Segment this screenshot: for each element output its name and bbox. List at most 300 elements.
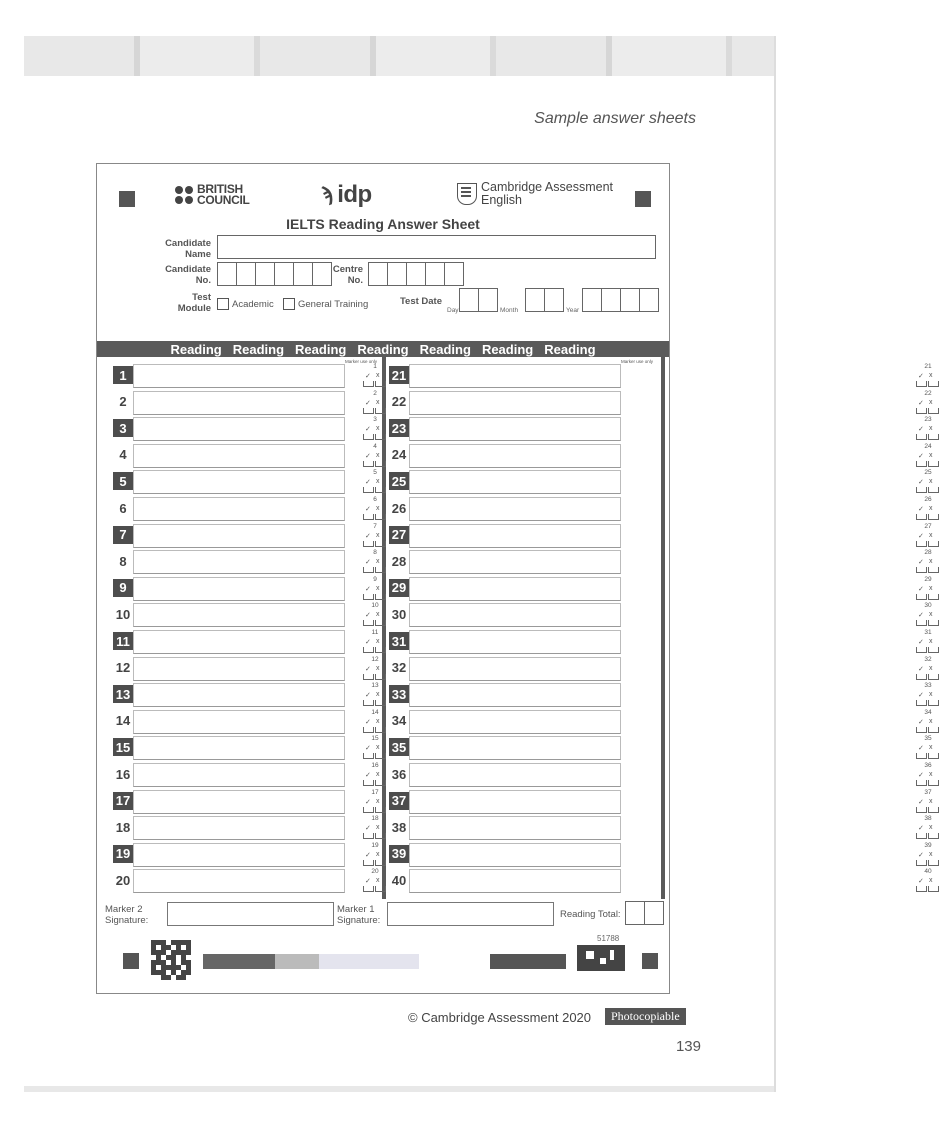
answer-field[interactable]: [133, 603, 345, 627]
question-number: 19: [113, 845, 133, 863]
tick-icon: ✓: [918, 559, 924, 567]
answer-field[interactable]: [409, 444, 621, 468]
answer-row: [113, 842, 390, 866]
marker-box: [913, 443, 943, 469]
general-training-option[interactable]: [283, 298, 368, 310]
answer-row: [113, 682, 390, 706]
cross-icon: x: [929, 505, 933, 512]
question-number: 8: [119, 553, 127, 569]
page-header-title: Sample answer sheets: [534, 110, 696, 127]
answer-field[interactable]: [409, 763, 621, 787]
answer-field[interactable]: [133, 524, 345, 548]
academic-checkbox[interactable]: [217, 298, 229, 310]
cross-icon: x: [376, 797, 380, 805]
cross-mark-box[interactable]: [928, 674, 939, 680]
question-number: 37: [389, 792, 409, 810]
tick-mark-box[interactable]: [363, 833, 374, 839]
marker-box: [913, 602, 943, 628]
logo-text-line: English: [481, 193, 522, 207]
tick-mark-box[interactable]: [363, 594, 374, 600]
answer-field[interactable]: [133, 790, 345, 814]
tick-icon: ✓: [365, 851, 371, 859]
photocopiable-badge: Photocopiable: [605, 1008, 686, 1025]
answer-row: [113, 576, 390, 600]
answer-field[interactable]: [133, 736, 345, 760]
cross-mark-box[interactable]: [375, 594, 386, 600]
question-number: 38: [391, 819, 407, 835]
cross-mark-box[interactable]: [928, 434, 939, 440]
general-training-label: General Training: [298, 298, 369, 310]
cross-icon: x: [929, 478, 933, 486]
cross-icon: x: [376, 744, 380, 752]
reading-band-word: Reading: [170, 341, 222, 357]
tick-mark-box[interactable]: [916, 886, 927, 892]
answer-row: [113, 363, 390, 387]
marker-box: [913, 363, 943, 389]
cross-mark-box[interactable]: [375, 620, 386, 626]
question-number: 28: [391, 553, 407, 569]
marker-question-number: 32: [924, 655, 932, 663]
cross-icon: x: [376, 425, 380, 433]
question-number: 21: [389, 366, 409, 384]
tick-mark-box[interactable]: [363, 780, 374, 786]
question-number: 26: [391, 500, 407, 516]
cross-mark-box[interactable]: [375, 487, 386, 493]
tick-mark-box[interactable]: [363, 647, 374, 653]
candidate-name-field[interactable]: [217, 235, 656, 259]
answer-field[interactable]: [133, 470, 345, 494]
answer-row: [113, 416, 390, 440]
tick-mark-box[interactable]: [916, 753, 927, 759]
month-label: Month: [500, 307, 519, 314]
tick-icon: ✓: [365, 692, 371, 700]
answer-field[interactable]: [409, 524, 621, 548]
marker-question-number: 12: [371, 655, 379, 663]
marker-question-number: 9: [373, 575, 377, 583]
answer-row: [113, 549, 390, 573]
cross-icon: x: [376, 611, 380, 619]
cross-mark-box[interactable]: [375, 780, 386, 786]
answer-field[interactable]: [409, 790, 621, 814]
cross-icon: x: [376, 584, 380, 592]
marker-question-number: 22: [924, 389, 932, 397]
tick-mark-box[interactable]: [363, 541, 374, 547]
answer-field[interactable]: [409, 657, 621, 681]
cross-mark-box[interactable]: [375, 807, 386, 813]
answer-row: [113, 656, 390, 680]
cross-mark-box[interactable]: [928, 594, 939, 600]
reading-band-word: Reading: [295, 341, 347, 357]
idp-figure-icon: ϡ: [321, 183, 334, 206]
tick-icon: ✓: [365, 559, 371, 567]
cross-mark-box[interactable]: [375, 727, 386, 733]
tick-mark-box[interactable]: [363, 434, 374, 440]
tick-mark-box[interactable]: [916, 727, 927, 733]
question-number: 24: [391, 447, 407, 463]
tick-icon: ✓: [918, 878, 924, 886]
cross-mark-box[interactable]: [375, 674, 386, 680]
cross-icon: x: [376, 771, 380, 778]
cross-mark-box[interactable]: [375, 700, 386, 706]
answer-field[interactable]: [133, 710, 345, 734]
cross-mark-box[interactable]: [928, 780, 939, 786]
cross-mark-box[interactable]: [375, 833, 386, 839]
answer-row: [389, 762, 943, 786]
tick-mark-box[interactable]: [363, 487, 374, 493]
answer-row: [389, 602, 943, 626]
marker-question-number: 24: [924, 442, 932, 450]
tick-icon: ✓: [365, 878, 371, 886]
marker-box: [913, 789, 943, 815]
question-number: 29: [389, 579, 409, 597]
cross-icon: x: [929, 451, 933, 459]
registration-mark: [635, 191, 651, 207]
tick-icon: ✓: [918, 692, 924, 700]
logo-text-line: Cambridge Assessment: [481, 180, 614, 194]
cross-icon: x: [929, 691, 933, 699]
answer-field[interactable]: [133, 577, 345, 601]
cross-mark-box[interactable]: [928, 381, 939, 387]
answer-field[interactable]: [409, 603, 621, 627]
answer-row: [389, 523, 943, 547]
tick-icon: ✓: [918, 825, 924, 833]
question-number: 5: [113, 472, 133, 490]
cross-mark-box[interactable]: [375, 514, 386, 520]
answer-field[interactable]: [409, 736, 621, 760]
cross-mark-box[interactable]: [928, 700, 939, 706]
marker-box: [913, 656, 943, 682]
barcode-strip: [203, 954, 275, 969]
marker1-signature-field[interactable]: [387, 902, 554, 926]
marker-box: [913, 549, 943, 575]
month-field[interactable]: [525, 288, 564, 312]
answer-field[interactable]: [133, 497, 345, 521]
answer-field[interactable]: [133, 763, 345, 787]
cross-mark-box[interactable]: [375, 381, 386, 387]
cross-mark-box[interactable]: [928, 514, 939, 520]
answer-field[interactable]: [409, 364, 621, 388]
tick-icon: ✓: [365, 399, 371, 407]
tick-mark-box[interactable]: [363, 620, 374, 626]
question-number: 25: [389, 472, 409, 490]
tick-mark-box[interactable]: [916, 461, 927, 467]
question-number: 12: [115, 660, 131, 676]
tick-icon: ✓: [365, 665, 371, 673]
answer-field[interactable]: [133, 843, 345, 867]
marker-box: [360, 629, 390, 655]
cross-icon: x: [376, 558, 380, 566]
tick-mark-box[interactable]: [363, 461, 374, 467]
answer-field[interactable]: [133, 444, 345, 468]
cross-icon: x: [929, 771, 933, 778]
cross-mark-box[interactable]: [375, 541, 386, 547]
marker-box: [360, 549, 390, 575]
tick-mark-box[interactable]: [916, 381, 927, 387]
tick-mark-box[interactable]: [916, 408, 927, 414]
tick-mark-box[interactable]: [916, 833, 927, 839]
cross-mark-box[interactable]: [375, 461, 386, 467]
answer-field[interactable]: [409, 683, 621, 707]
answer-row: [389, 789, 943, 813]
answer-row: [389, 682, 943, 706]
tick-mark-box[interactable]: [363, 514, 374, 520]
marker-question-number: 25: [924, 469, 932, 477]
centre-no-field[interactable]: [368, 262, 464, 286]
marker-box: [360, 735, 390, 761]
answer-row: [113, 629, 390, 653]
answer-field[interactable]: [133, 657, 345, 681]
cross-mark-box[interactable]: [928, 620, 939, 626]
tick-icon: ✓: [365, 479, 371, 487]
tick-icon: ✓: [918, 452, 924, 460]
marker-box: [360, 709, 390, 735]
marker-box: [913, 469, 943, 495]
tick-mark-box[interactable]: [916, 674, 927, 680]
cross-icon: x: [376, 638, 380, 645]
answer-row: [113, 469, 390, 493]
reading-band-word: Reading: [232, 341, 285, 357]
tick-icon: ✓: [918, 745, 924, 753]
academic-label: Academic: [232, 298, 274, 310]
cross-mark-box[interactable]: [375, 886, 386, 892]
marker-box: [360, 682, 390, 708]
answer-field[interactable]: [133, 417, 345, 441]
cross-mark-box[interactable]: [928, 807, 939, 813]
marker2-signature-field[interactable]: [167, 902, 334, 926]
question-number: 11: [113, 632, 133, 650]
cross-mark-box[interactable]: [928, 727, 939, 733]
barcode-strip: [319, 954, 419, 969]
question-number: 6: [119, 500, 127, 516]
tick-mark-box[interactable]: [916, 780, 927, 786]
marker-question-number: 28: [924, 549, 932, 557]
cross-mark-box[interactable]: [375, 567, 386, 573]
cross-mark-box[interactable]: [928, 487, 939, 493]
cross-icon: x: [376, 717, 380, 725]
marker-box: [913, 523, 943, 549]
tick-mark-box[interactable]: [916, 594, 927, 600]
answer-row: [389, 709, 943, 733]
cross-icon: x: [376, 451, 380, 459]
cross-mark-box[interactable]: [928, 541, 939, 547]
cross-icon: x: [376, 398, 380, 406]
marker-box: [360, 789, 390, 815]
candidate-name-label: Candidate Name: [165, 238, 211, 260]
answer-field[interactable]: [409, 630, 621, 654]
marker-box: [360, 815, 390, 841]
cross-mark-box[interactable]: [928, 753, 939, 759]
cross-mark-box[interactable]: [375, 753, 386, 759]
question-number: 9: [113, 579, 133, 597]
marker-question-number: 16: [371, 762, 379, 769]
marker-question-number: 13: [371, 682, 379, 690]
marker-question-number: 14: [371, 708, 379, 716]
cross-mark-box[interactable]: [375, 647, 386, 653]
answer-field[interactable]: [409, 869, 621, 893]
tick-icon: ✓: [365, 825, 371, 833]
answer-sheet: [96, 163, 933, 994]
tick-icon: ✓: [365, 426, 371, 434]
tick-mark-box[interactable]: [363, 700, 374, 706]
cambridge-shield-icon: [457, 183, 477, 205]
answer-field[interactable]: [409, 816, 621, 840]
marker-question-number: 5: [373, 469, 377, 477]
answer-row: [389, 496, 943, 520]
answer-field[interactable]: [409, 710, 621, 734]
answer-field[interactable]: [133, 364, 345, 388]
cross-mark-box[interactable]: [928, 408, 939, 414]
tick-icon: ✓: [918, 506, 924, 513]
marker-box: [360, 842, 390, 868]
question-number: 27: [389, 526, 409, 544]
cross-icon: x: [376, 531, 380, 539]
cross-icon: x: [929, 664, 933, 672]
answer-field[interactable]: [409, 497, 621, 521]
answer-row: [113, 868, 390, 892]
cross-icon: x: [376, 505, 380, 512]
answer-row: [389, 390, 943, 414]
answer-field[interactable]: [133, 391, 345, 415]
marker-box: [360, 363, 390, 389]
marker-question-number: 10: [371, 602, 379, 610]
tick-mark-box[interactable]: [363, 567, 374, 573]
marker-question-number: 26: [924, 496, 932, 503]
cross-icon: x: [929, 425, 933, 433]
answer-field[interactable]: [133, 683, 345, 707]
cross-icon: x: [376, 691, 380, 699]
answer-field[interactable]: [409, 550, 621, 574]
marker-box: [913, 416, 943, 442]
answer-row: [389, 735, 943, 759]
cross-mark-box[interactable]: [375, 434, 386, 440]
tick-icon: ✓: [918, 479, 924, 487]
answer-row: [389, 469, 943, 493]
question-number: 32: [391, 660, 407, 676]
marker-question-number: 30: [924, 602, 932, 610]
tick-mark-box[interactable]: [363, 886, 374, 892]
marker-question-number: 38: [924, 815, 932, 823]
marker-box: [913, 842, 943, 868]
tick-mark-box[interactable]: [363, 674, 374, 680]
tick-mark-box[interactable]: [916, 541, 927, 547]
question-number: 2: [119, 394, 127, 410]
answer-row: [389, 576, 943, 600]
question-number: 22: [391, 394, 407, 410]
tick-mark-box[interactable]: [916, 620, 927, 626]
tick-mark-box[interactable]: [916, 487, 927, 493]
marker-box: [360, 602, 390, 628]
answer-row: [113, 602, 390, 626]
answer-field[interactable]: [133, 630, 345, 654]
marker-question-number: 21: [924, 363, 932, 370]
cross-icon: x: [929, 797, 933, 805]
cross-icon: x: [376, 372, 380, 379]
cross-mark-box[interactable]: [928, 567, 939, 573]
marker-question-number: 6: [373, 496, 377, 503]
tick-mark-box[interactable]: [916, 700, 927, 706]
tick-mark-box[interactable]: [916, 514, 927, 520]
tick-icon: ✓: [365, 506, 371, 513]
tick-mark-box[interactable]: [916, 807, 927, 813]
marker-question-number: 27: [924, 522, 932, 530]
marker-box: [360, 656, 390, 682]
tick-mark-box[interactable]: [363, 381, 374, 387]
cross-mark-box[interactable]: [928, 461, 939, 467]
general-training-checkbox[interactable]: [283, 298, 295, 310]
cross-mark-box[interactable]: [375, 408, 386, 414]
cross-icon: x: [376, 824, 380, 832]
reading-total-field[interactable]: [625, 901, 664, 925]
answer-row: [389, 842, 943, 866]
tick-mark-box[interactable]: [363, 860, 374, 866]
cross-mark-box[interactable]: [928, 886, 939, 892]
cross-mark-box[interactable]: [928, 860, 939, 866]
cross-mark-box[interactable]: [928, 833, 939, 839]
marker-question-number: 19: [371, 841, 379, 849]
answer-field[interactable]: [409, 577, 621, 601]
tick-icon: ✓: [918, 718, 924, 726]
marker-question-number: 36: [924, 762, 932, 769]
tick-mark-box[interactable]: [363, 753, 374, 759]
question-number: 10: [115, 606, 131, 622]
marker-box: [913, 496, 943, 522]
answer-row: [113, 735, 390, 759]
answer-field[interactable]: [409, 391, 621, 415]
marker2-label: Marker 2 Signature:: [105, 904, 149, 926]
marker-box: [360, 762, 390, 788]
cross-icon: x: [929, 558, 933, 566]
cross-icon: x: [376, 850, 380, 858]
answer-row: [113, 709, 390, 733]
tick-mark-box[interactable]: [363, 727, 374, 733]
marker-box: [360, 443, 390, 469]
tick-mark-box[interactable]: [363, 408, 374, 414]
answer-field[interactable]: [409, 470, 621, 494]
tick-mark-box[interactable]: [363, 807, 374, 813]
cross-mark-box[interactable]: [375, 860, 386, 866]
answer-row: [389, 549, 943, 573]
british-council-dots-icon: [175, 186, 193, 204]
scan-bottom-band: [24, 1086, 776, 1092]
tick-icon: ✓: [918, 639, 924, 646]
tick-mark-box[interactable]: [916, 647, 927, 653]
tick-icon: ✓: [918, 373, 924, 380]
tick-icon: ✓: [365, 639, 371, 646]
tick-icon: ✓: [365, 612, 371, 620]
answer-row: [389, 443, 943, 467]
answer-field[interactable]: [409, 843, 621, 867]
answer-field[interactable]: [133, 869, 345, 893]
year-field[interactable]: [582, 288, 659, 312]
answer-field[interactable]: [409, 417, 621, 441]
answer-field[interactable]: [133, 816, 345, 840]
tick-icon: ✓: [918, 665, 924, 673]
day-field[interactable]: [459, 288, 498, 312]
answer-row: [113, 789, 390, 813]
academic-option[interactable]: [217, 298, 274, 310]
tick-mark-box[interactable]: [916, 567, 927, 573]
answer-row: [389, 656, 943, 680]
tick-mark-box[interactable]: [916, 860, 927, 866]
marker-question-number: 37: [924, 788, 932, 796]
registration-mark: [642, 953, 658, 969]
tick-mark-box[interactable]: [916, 434, 927, 440]
answer-field[interactable]: [133, 550, 345, 574]
cross-mark-box[interactable]: [928, 647, 939, 653]
answer-row: [389, 416, 943, 440]
tick-icon: ✓: [918, 399, 924, 407]
tick-icon: ✓: [918, 532, 924, 540]
